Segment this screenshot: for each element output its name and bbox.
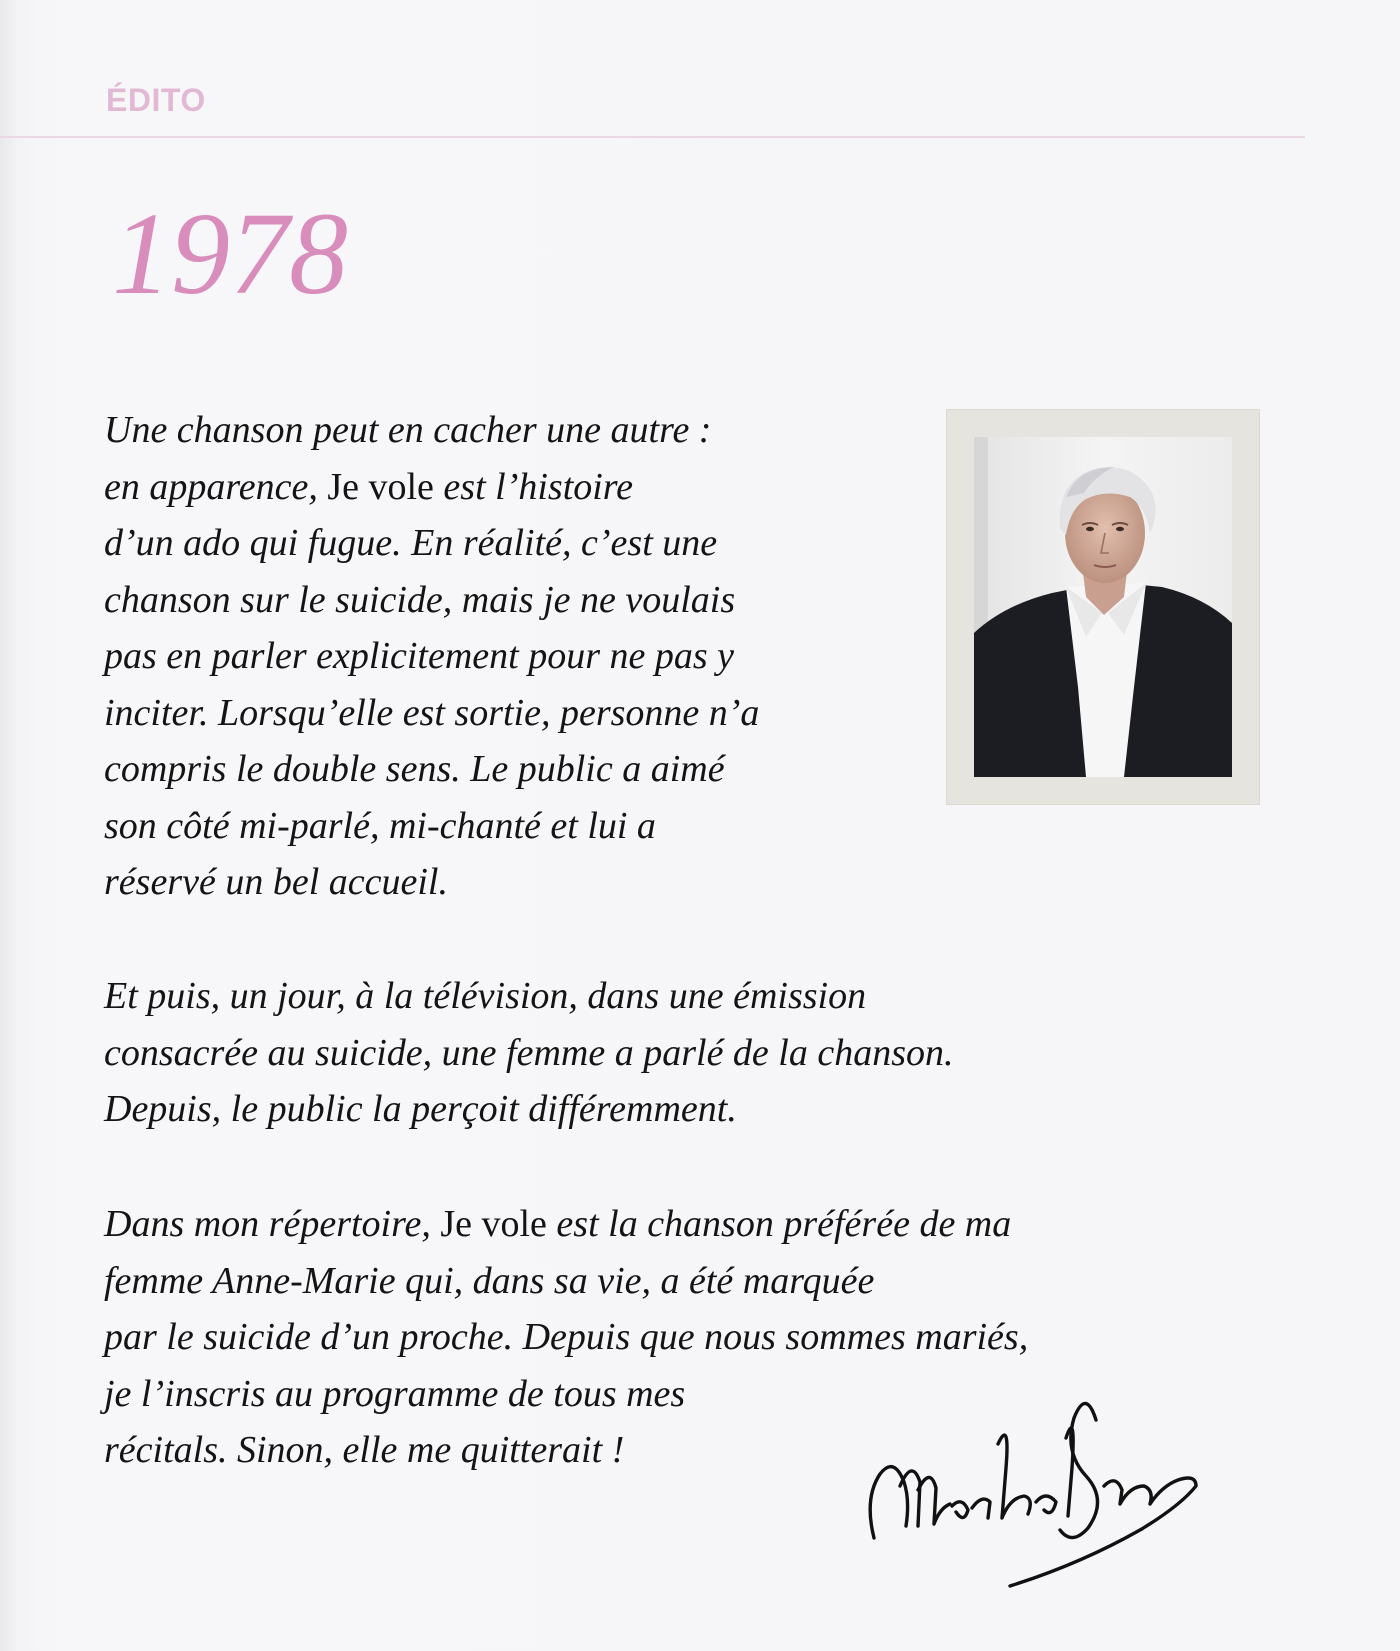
text-segment: d’un ado qui fugue. En réalité, c’est une: [104, 522, 718, 564]
text-line: [104, 968, 954, 1025]
text-line: [104, 798, 759, 855]
text-segment: Une chanson peut en cacher une autre :: [104, 409, 712, 451]
text-segment: compris le double sens. Le public a aimé: [104, 748, 725, 790]
photo-frame: [946, 409, 1260, 805]
text-segment: Dans mon répertoire,: [104, 1203, 441, 1245]
text-line: [104, 515, 759, 572]
text-segment: par le suicide d’un proche. Depuis que nous sommes mariés,: [104, 1316, 1029, 1358]
text-segment: réservé un bel accueil.: [104, 861, 448, 903]
header-divider: [0, 136, 1305, 138]
text-segment: Et puis, un jour, à la télévision, dans une émission: [104, 975, 867, 1017]
text-line: [104, 572, 759, 629]
paragraph-1: [104, 402, 759, 911]
text-line: [104, 1253, 1028, 1310]
song-title: Je vole: [440, 1203, 547, 1245]
text-line: [104, 685, 759, 742]
text-segment: pas en parler explicitement pour ne pas y: [104, 635, 735, 677]
text-line: [104, 854, 759, 911]
text-line: [104, 1025, 954, 1082]
text-line: [104, 1196, 1028, 1253]
text-segment: je l’inscris au programme de tous mes: [104, 1372, 686, 1415]
text-segment: récitals. Sinon, elle me quitterait !: [104, 1429, 625, 1471]
text-line: [104, 741, 759, 798]
text-segment: chanson sur le suicide, mais je ne voulais: [104, 578, 736, 621]
text-line: [104, 1081, 954, 1138]
text-segment: consacrée au suicide, une femme a parlé de la chanson.: [104, 1031, 954, 1074]
author-portrait: [974, 437, 1232, 777]
text-segment: Depuis, le public la perçoit différemment.: [104, 1088, 737, 1130]
text-segment: est la chanson préférée de ma: [546, 1203, 1012, 1245]
page-title: 1978: [112, 188, 348, 319]
text-segment: en apparence,: [104, 465, 328, 508]
section-label: ÉDITO: [106, 82, 206, 118]
text-line: [104, 628, 759, 685]
text-line: [104, 1309, 1028, 1366]
paragraph-2: [104, 968, 954, 1138]
text-segment: est l’histoire: [433, 465, 634, 508]
text-segment: femme Anne-Marie qui, dans sa vie, a été marquée: [104, 1259, 875, 1302]
author-signature: [860, 1378, 1250, 1588]
song-title: Je vole: [327, 465, 434, 508]
text-line: [104, 459, 759, 516]
text-segment: son côté mi-parlé, mi-chanté et lui a: [104, 804, 656, 847]
text-line: [104, 402, 759, 459]
text-segment: inciter. Lorsqu’elle est sortie, personne n’a: [104, 691, 760, 734]
